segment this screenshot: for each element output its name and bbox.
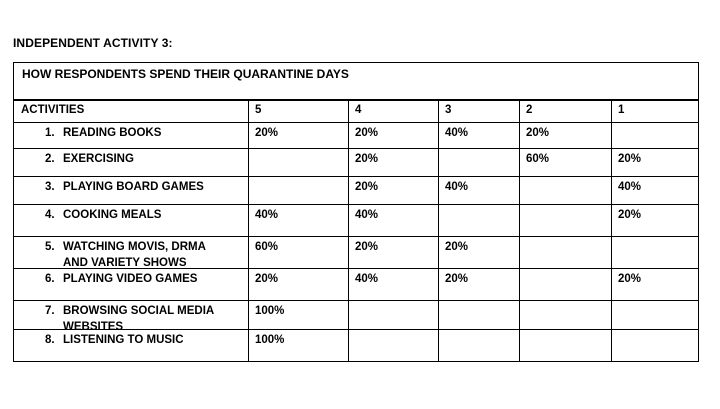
- percentage-cell: 20%: [355, 181, 379, 193]
- percentage-cell: [348, 329, 438, 361]
- activity-label-line: READING BOOKS: [63, 127, 162, 139]
- percentage-cell: 20%: [355, 241, 379, 253]
- activity-heading: INDEPENDENT ACTIVITY 3:: [13, 36, 173, 50]
- activity-label-line: PLAYING BOARD GAMES: [63, 181, 204, 193]
- activity-label-line: WEBSITES: [63, 321, 124, 333]
- header-cell-rating: 1: [618, 104, 625, 116]
- activity-label-line: COOKING MEALS: [63, 209, 162, 221]
- percentage-cell: 40%: [255, 209, 279, 221]
- percentage-cell: 20%: [618, 153, 642, 165]
- activity-label: [63, 125, 161, 141]
- percentage-cell: [611, 122, 699, 148]
- percentage-cell: 40%: [445, 127, 469, 139]
- percentage-cell: 100%: [255, 334, 285, 346]
- percentage-cell: [438, 300, 519, 329]
- percentage-cell: [519, 268, 611, 300]
- activity-label-line: BROWSING SOCIAL MEDIA: [63, 305, 215, 317]
- percentage-cell: [611, 300, 699, 329]
- percentage-cell: [438, 329, 519, 361]
- percentage-cell: 20%: [355, 127, 379, 139]
- percentage-cell: 20%: [445, 273, 469, 285]
- percentage-cell: 20%: [618, 273, 642, 285]
- activity-label-line: PLAYING VIDEO GAMES: [63, 273, 198, 285]
- percentage-cell: 100%: [255, 305, 285, 317]
- activity-cell: [14, 122, 248, 148]
- percentage-cell: 20%: [618, 209, 642, 221]
- percentage-cell: [519, 329, 611, 361]
- percentage-cell: 20%: [255, 273, 279, 285]
- activity-label: [63, 239, 206, 271]
- activity-cell: [14, 148, 248, 176]
- percentage-cell: [611, 236, 699, 268]
- percentage-cell: 20%: [445, 241, 469, 253]
- activity-label: [63, 332, 184, 348]
- activity-cell: [14, 204, 248, 236]
- percentage-cell: 40%: [355, 273, 379, 285]
- header-cell-rating: 2: [526, 104, 533, 116]
- table-title-row: [14, 63, 698, 101]
- percentage-cell: 20%: [255, 127, 279, 139]
- activity-cell: [14, 300, 248, 333]
- activity-cell: [14, 176, 248, 204]
- activity-number: 8.: [45, 334, 55, 346]
- activity-label-line: LISTENING TO MUSIC: [63, 334, 184, 346]
- activity-number: 1.: [45, 127, 55, 139]
- activity-label-line: WATCHING MOVIS, DRMA: [63, 241, 206, 253]
- header-cell-rating: 4: [355, 104, 362, 116]
- activity-number: 6.: [45, 273, 55, 285]
- activity-label-line: AND VARIETY SHOWS: [63, 257, 187, 269]
- percentage-cell: [611, 329, 699, 361]
- percentage-cell: 40%: [445, 181, 469, 193]
- activity-number: 3.: [45, 181, 55, 193]
- activity-label: [63, 271, 197, 287]
- percentage-cell: [519, 204, 611, 236]
- activity-number: 2.: [45, 153, 55, 165]
- activity-cell: [14, 236, 248, 268]
- percentage-cell: 40%: [355, 209, 379, 221]
- header-cell-activities: ACTIVITIES: [21, 104, 85, 116]
- activity-cell: [14, 329, 248, 361]
- percentage-cell: 40%: [618, 181, 642, 193]
- percentage-cell: [519, 236, 611, 268]
- activity-label: [63, 207, 161, 223]
- header-cell-rating: 3: [445, 104, 452, 116]
- table-title: HOW RESPONDENTS SPEND THEIR QUARANTINE DAYS: [22, 67, 349, 81]
- activity-label-line: EXERCISING: [63, 153, 134, 165]
- percentage-cell: [348, 300, 438, 329]
- percentage-cell: 20%: [355, 153, 379, 165]
- header-cell-rating: 5: [255, 104, 262, 116]
- activity-label: [63, 179, 204, 195]
- percentage-cell: [438, 148, 519, 176]
- quarantine-survey-table: [13, 62, 699, 362]
- percentage-cell: 60%: [526, 153, 550, 165]
- percentage-cell: 20%: [526, 127, 550, 139]
- activity-label: [63, 151, 134, 167]
- percentage-cell: 60%: [255, 241, 279, 253]
- activity-number: 5.: [45, 241, 55, 253]
- activity-number: 4.: [45, 209, 55, 221]
- activity-number: 7.: [45, 305, 55, 317]
- percentage-cell: [248, 148, 348, 176]
- percentage-cell: [519, 176, 611, 204]
- percentage-cell: [248, 176, 348, 204]
- percentage-cell: [519, 300, 611, 329]
- percentage-cell: [438, 204, 519, 236]
- activity-cell: [14, 268, 248, 300]
